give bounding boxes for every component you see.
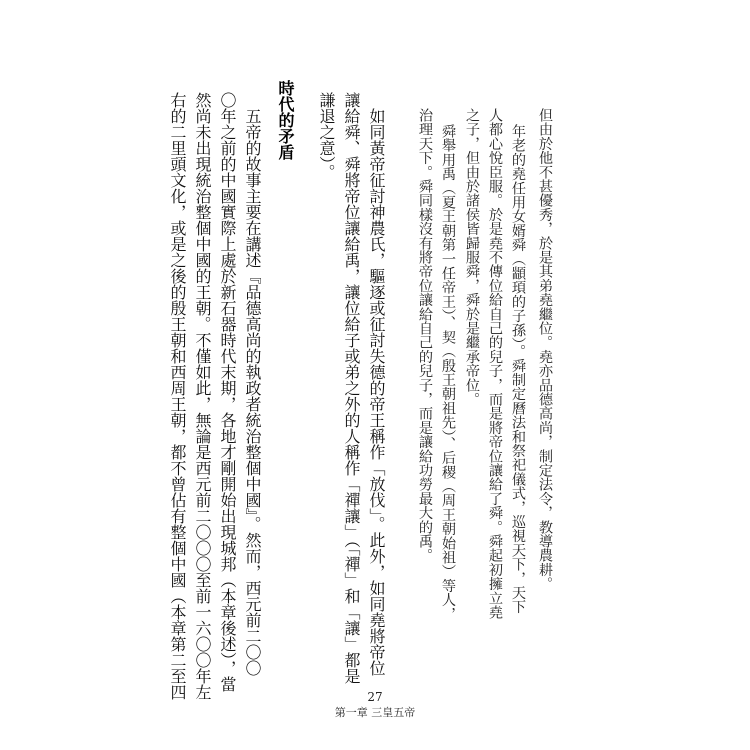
paragraph1-line-1: 如同黃帝征討神農氏，驅逐或征討失德的帝王稱作「放伐」。此外，如同堯將帝位 xyxy=(367,108,386,676)
quote-line-6: 治理天下。舜同樣沒有將帝位讓給自己的兒子，而是讓給功勞最大的禹。 xyxy=(417,108,433,563)
paragraph1-line-3: 謙退之意）。 xyxy=(317,92,336,180)
section-heading: 時代的矛盾 xyxy=(276,80,295,160)
quote-line-1: 但由於他不甚優秀，於是其弟堯繼位。堯亦品德高尚，制定法令，教導農耕。 xyxy=(537,108,553,591)
paragraph2-line-1: 五帝的故事主要在講述『品德高尚的執政者統治整個中國』。然而，西元前二〇〇 xyxy=(243,108,262,676)
chapter-title: 第一章 三皇五帝 xyxy=(334,706,416,719)
paragraph2-line-2: 〇年之前的中國實際上處於新石器時代末期，各地才剛開始出現城邦（本章後述），當 xyxy=(218,92,237,692)
quote-line-5: 舜舉用禹（夏王朝第一任帝王）、契（殷王朝祖先）、后稷（周王朝始祖）等人， xyxy=(440,124,456,621)
quote-line-3: 人都心悅臣服。於是堯不傳位給自己的兒子，而是將帝位讓給了舜。舜起初擁立堯 xyxy=(487,108,503,620)
quote-line-2: 年老的堯任用女婿舜（顓頊的子孫）。舜制定曆法和祭祀儀式，巡視天下，天下 xyxy=(510,124,526,614)
paragraph2-line-3: 然尚未出現統治整個中國的王朝。不僅如此，無論是西元前二〇〇〇至前一六〇〇年左 xyxy=(193,92,212,700)
paragraph2-line-4: 右的二里頭文化，或是之後的殷王朝和西周王朝，都不曾佔有整個中國（本章第二至四 xyxy=(168,92,187,700)
page-number: 27 xyxy=(367,690,383,704)
quote-line-4: 之子，但由於諸侯皆歸服舜，舜於是繼承帝位。 xyxy=(464,108,480,407)
paragraph1-line-2: 讓給舜、舜將帝位讓給禹，讓位給子或弟之外的人稱作「禪讓」（「禪」和「讓」都是 xyxy=(342,92,361,684)
